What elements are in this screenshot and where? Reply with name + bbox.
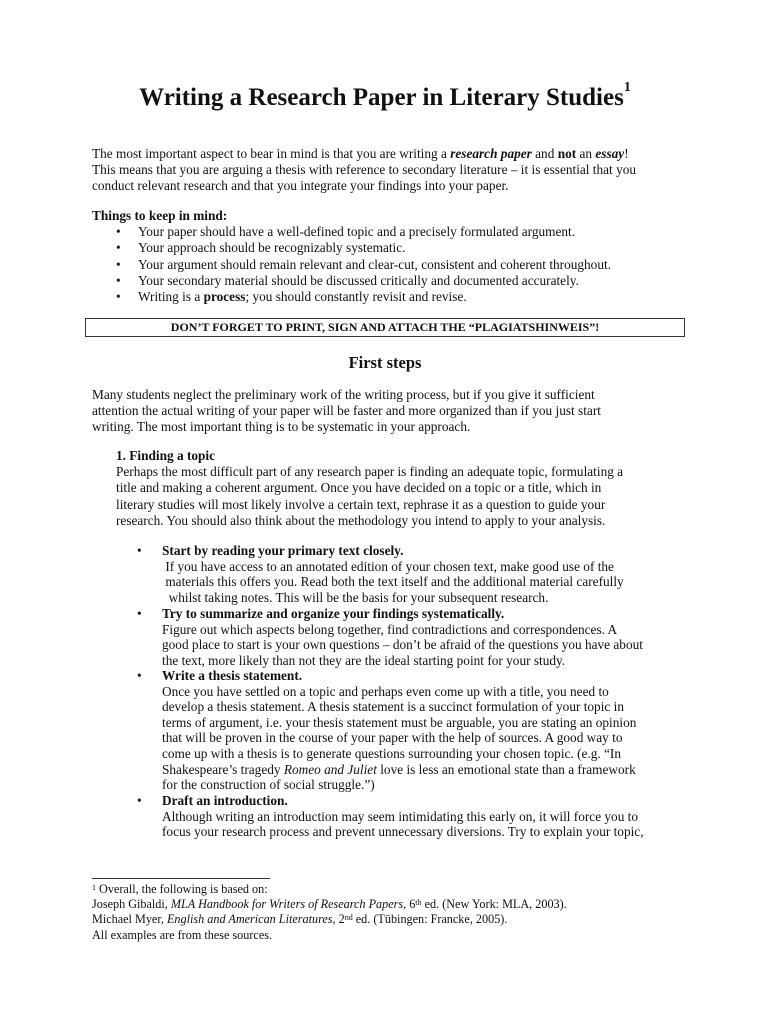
footnote-text: Michael Myer,	[92, 912, 167, 927]
step-heading: Draft an introduction.	[162, 793, 288, 808]
footnote-text: , 2	[332, 912, 345, 927]
things-to-keep-in-mind	[92, 208, 611, 305]
intro-text: and	[531, 146, 558, 161]
step-line: terms of argument, i.e. your thesis statement must be arguable, you are stating an opinion	[162, 714, 637, 730]
ordinal-suffix: nd	[344, 913, 353, 923]
step-line: focus your research process and prevent unnecessary diversions. Try to explain your topic,	[162, 824, 644, 840]
finding-a-topic	[116, 448, 623, 529]
step-line: the text, more likely than not they are the ideal starting point for your study.	[162, 652, 566, 668]
step-read-primary-text	[137, 543, 624, 605]
page-title	[0, 80, 770, 112]
list-item	[92, 289, 611, 305]
list-item-text: Writing is a	[138, 289, 204, 305]
step-line: come up with a thesis is to generate questions surrounding your chosen topic. (e.g. “In	[162, 745, 622, 761]
things-heading: Things to keep in mind:	[92, 208, 228, 223]
footnote-line	[92, 882, 567, 897]
emphasis-research-paper: research paper	[450, 146, 532, 161]
paragraph-line: literary studies will most likely involve a certain text, rephrase it as a question to guide your	[116, 496, 606, 512]
footnote-text: Joseph Gibaldi,	[92, 897, 171, 912]
paragraph-line: Many students neglect the preliminary work of the writing process, but if you give it sufficient	[92, 387, 595, 402]
bullet-glyph: •	[137, 543, 142, 558]
first-steps-paragraph	[92, 387, 601, 436]
step-line: whilst taking notes. This will be the basis for your subsequent research.	[162, 589, 549, 605]
step-text: Shakespeare’s tragedy	[162, 761, 284, 777]
bullet-glyph: •	[137, 793, 142, 808]
intro-line-2: This means that you are arguing a thesis with reference to secondary literature – it is essential that you	[92, 162, 637, 178]
step-line: good place to start is your own questions – don’t be afraid of the questions you have about	[162, 637, 643, 653]
step-heading: Start by reading your primary text closely.	[162, 543, 404, 558]
step-text: love is less an emotional state than a framework	[376, 761, 636, 777]
intro-text: an	[576, 146, 596, 161]
step-draft-introduction	[137, 793, 644, 840]
footnote-line	[92, 912, 567, 927]
footnote-text: ed. (New York: MLA, 2003).	[421, 897, 567, 912]
paragraph-line: writing. The most important thing is to be systematic in your approach.	[92, 419, 471, 435]
step-summarize-findings	[137, 606, 643, 668]
intro-line-3: conduct relevant research and that you integrate your findings into your paper.	[92, 178, 509, 194]
step-line: that will be proven in the course of your paper with the help of sources. A good way to	[162, 730, 623, 746]
section-heading-first-steps: First steps	[348, 353, 422, 372]
things-list	[92, 224, 611, 305]
title-footnote-marker: 1	[623, 80, 631, 95]
notice-text: DON’T FORGET TO PRINT, SIGN AND ATTACH THE “PLAGIATSHINWEIS”!	[170, 320, 600, 334]
step-line: materials this offers you. Read both the text itself and the additional material carefully	[162, 574, 624, 590]
emphasis-process: process	[203, 289, 246, 305]
step-line: If you have access to an annotated edition of your chosen text, make good use of the	[162, 558, 614, 574]
footnotes	[92, 882, 567, 943]
paragraph-line: Perhaps the most difficult part of any research paper is finding an adequate topic, formulating a	[116, 464, 624, 480]
step-line: Figure out which aspects belong together, find contradictions and correspondences. A	[162, 621, 618, 637]
footnote-text: ed. (Tübingen: Francke, 2005).	[352, 912, 508, 927]
plagiarism-notice-box	[85, 318, 685, 337]
step-heading: Write a thesis statement.	[162, 668, 303, 683]
ordinal-suffix: th	[415, 898, 422, 908]
list-item: • Your paper should have a well-defined topic and a precisely formulated argument.	[92, 224, 611, 240]
paragraph-line: research. You should also think about the methodology you intend to apply to your analysis.	[116, 512, 606, 528]
book-title: English and American Literatures	[166, 912, 333, 927]
list-item: • Your approach should be recognizably systematic.	[92, 240, 611, 256]
paragraph-line: attention the actual writing of your paper will be faster and more organized than if you just start	[92, 403, 601, 419]
list-item: • Your secondary material should be discussed critically and documented accurately.	[92, 273, 611, 289]
list-item: • Your argument should remain relevant and clear-cut, consistent and coherent throughout.	[92, 257, 611, 273]
book-title: MLA Handbook for Writers of Research Papers	[170, 897, 404, 912]
step-thesis-statement	[137, 668, 637, 793]
intro-paragraph	[92, 146, 636, 195]
bullet-glyph: •	[137, 668, 142, 683]
intro-line-1	[92, 146, 636, 162]
emphasis-essay: essay	[595, 146, 625, 161]
step-line: for the construction of social struggle.”)	[162, 777, 375, 793]
title-romeo-and-juliet: Romeo and Juliet	[283, 761, 377, 777]
intro-text: !	[624, 146, 629, 161]
step-line: Although writing an introduction may seem intimidating this early on, it will force you to	[162, 808, 639, 824]
footnote-line	[92, 897, 567, 912]
step-line: Once you have settled on a topic and perhaps even come up with a title, you need to	[162, 683, 609, 699]
footnote-marker: 1	[92, 883, 96, 892]
intro-text: The most important aspect to bear in mind is that you are writing a	[92, 146, 451, 161]
title-text: Writing a Research Paper in Literary Studies	[139, 84, 624, 111]
footnote-text: Overall, the following is based on:	[96, 882, 268, 896]
bullet-glyph: •	[137, 606, 142, 621]
list-item-text: ; you should constantly revisit and revise.	[245, 289, 467, 305]
item-heading: 1. Finding a topic	[116, 448, 216, 463]
footnote-text: , 6	[403, 897, 416, 912]
emphasis-not: not	[557, 146, 577, 161]
step-line	[162, 762, 636, 778]
footnote-divider	[92, 878, 270, 879]
step-heading: Try to summarize and organize your findings systematically.	[162, 606, 505, 621]
footnote-line: All examples are from these sources.	[92, 927, 273, 942]
paragraph-line: title and making a coherent argument. Once you have decided on a topic or a title, which in	[116, 480, 602, 496]
step-line: develop a thesis statement. A thesis statement is a succinct formulation of your topic in	[162, 699, 624, 715]
